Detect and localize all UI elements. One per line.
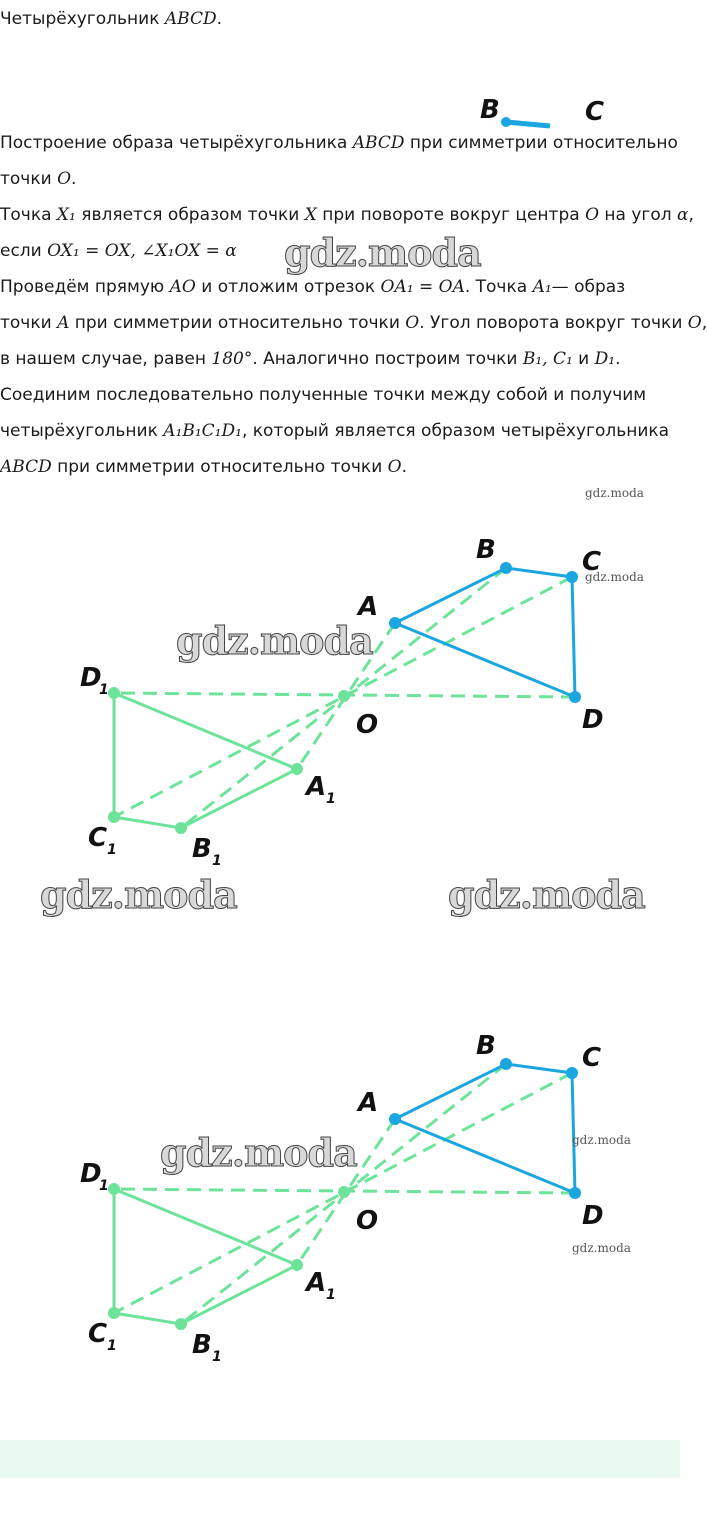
svg-text:D: D xyxy=(582,705,604,735)
paragraph-2-line-1: Точка X₁ является образом точки X при повороте вокруг центра O на угол α, xyxy=(0,205,694,225)
paragraph-1-line-2: точки O. xyxy=(0,169,77,189)
svg-text:1: 1 xyxy=(99,682,109,698)
paragraph-3-line-6: ABCD при симметрии относительно точки O. xyxy=(0,457,407,477)
symmetry-figure-2 xyxy=(0,1016,680,1396)
svg-text:B: B xyxy=(476,535,496,565)
paragraph-3-line-3: в нашем случае, равен 180°. Аналогично построим точки B₁, C₁ и D₁. xyxy=(0,349,621,369)
paragraph-2-line-2: если OX₁ = OX, ∠X₁OX = α xyxy=(0,241,237,261)
footer-bar xyxy=(0,1440,680,1478)
watermark: gdz.moda xyxy=(176,618,373,663)
paragraph-3-line-2: точки A при симметрии относительно точки O. Угол поворота вокруг точки O, xyxy=(0,313,707,333)
paragraph-1-line-1: Построение образа четырёхугольника ABCD при симметрии относительно xyxy=(0,133,678,153)
svg-text:1: 1 xyxy=(212,1349,222,1365)
svg-text:C: C xyxy=(88,1319,108,1349)
paragraph-3-line-5: четырёхугольник A₁B₁C₁D₁, который является образом четырёхугольника xyxy=(0,421,670,441)
svg-text:B: B xyxy=(480,95,500,125)
svg-text:1: 1 xyxy=(326,791,336,807)
svg-text:B: B xyxy=(476,1031,496,1061)
title-line: Четырёхугольник ABCD. xyxy=(0,9,223,29)
svg-text:C: C xyxy=(88,823,108,853)
svg-text:O: O xyxy=(356,710,379,740)
svg-text:A: A xyxy=(306,1268,327,1298)
svg-text:B: B xyxy=(192,834,212,864)
svg-text:D: D xyxy=(80,1159,102,1189)
watermark-small: gdz.moda xyxy=(572,1241,631,1255)
svg-text:A: A xyxy=(306,772,327,802)
paragraph-3-line-4: Соединим последовательно полученные точки между собой и получим xyxy=(0,385,647,405)
svg-text:1: 1 xyxy=(326,1287,336,1303)
svg-text:O: O xyxy=(356,1206,379,1236)
svg-text:C: C xyxy=(582,1043,602,1073)
watermark: gdz.moda xyxy=(40,872,237,917)
svg-text:C: C xyxy=(585,97,605,127)
svg-text:1: 1 xyxy=(107,1338,117,1354)
svg-text:A: A xyxy=(358,592,379,622)
watermark: gdz.moda xyxy=(448,872,645,917)
paragraph-3-line-1: Проведём прямую AO и отложим отрезок OA₁ = OA. Точка A₁— образ xyxy=(0,277,626,297)
partial-figure-fragment xyxy=(470,92,610,128)
watermark: gdz.moda xyxy=(284,230,481,275)
watermark-small: gdz.moda xyxy=(585,570,644,584)
svg-text:B: B xyxy=(192,1330,212,1360)
svg-text:1: 1 xyxy=(99,1178,109,1194)
svg-text:D: D xyxy=(582,1201,604,1231)
svg-text:1: 1 xyxy=(212,853,222,869)
svg-text:A: A xyxy=(358,1088,379,1118)
symmetry-figure-1 xyxy=(0,520,680,900)
svg-text:C: C xyxy=(582,547,602,577)
watermark-small: gdz.moda xyxy=(572,1133,631,1147)
svg-text:D: D xyxy=(80,663,102,693)
watermark-small: gdz.moda xyxy=(585,486,644,500)
watermark: gdz.moda xyxy=(160,1130,357,1175)
svg-text:1: 1 xyxy=(107,842,117,858)
